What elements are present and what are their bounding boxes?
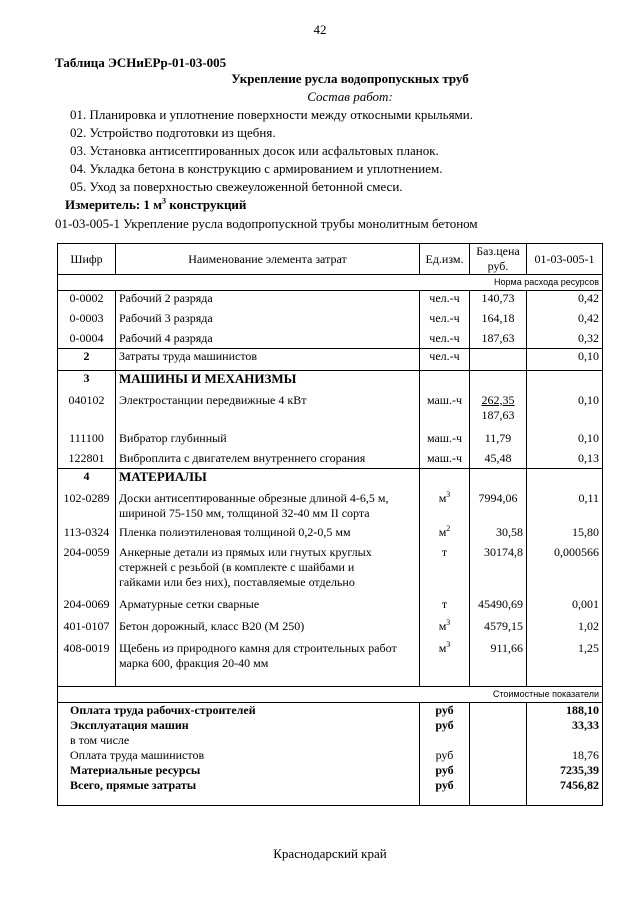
table-row [58, 331, 603, 349]
row-name: Щебень из природного камня для строительных работ марка 600, фракция 20-40 мм [116, 641, 420, 677]
section-row [58, 371, 603, 393]
cost-caption-row [58, 687, 603, 703]
summary-row [58, 778, 603, 793]
table-row [58, 491, 603, 525]
summary-unit: руб [420, 718, 470, 733]
summary-unit [420, 733, 470, 748]
row-unit: маш.-ч [420, 451, 470, 469]
row-code: 204-0059 [58, 545, 116, 597]
work-item: 03. Установка антисептированных досок или асфальтовых планок. [70, 143, 439, 158]
summary-value: 18,76 [527, 748, 603, 763]
section-code: 3 [58, 371, 116, 393]
row-price: 45490,69 [470, 597, 527, 619]
summary-unit: руб [420, 763, 470, 778]
table-row [58, 641, 603, 677]
table-row [58, 545, 603, 597]
row-unit: т [420, 597, 470, 619]
row-name: Электростанции передвижные 4 кВт [116, 393, 420, 431]
row-name: Рабочий 3 разряда [116, 311, 420, 331]
row-unit: маш.-ч [420, 393, 470, 431]
summary-value: 7456,82 [527, 778, 603, 793]
summary-value: 7235,39 [527, 763, 603, 778]
row-name: Рабочий 2 разряда [116, 291, 420, 311]
spacer-row [58, 793, 603, 805]
row-code: 0-0004 [58, 331, 116, 349]
norm-caption: Норма расхода ресурсов [58, 275, 603, 291]
header-name: Наименование элемента затрат [116, 244, 420, 275]
resource-table [57, 243, 603, 806]
cost-caption: Стоимостные показатели [58, 687, 603, 703]
header-code: Шифр [58, 244, 116, 275]
summary-row [58, 748, 603, 763]
row-code: 122801 [58, 451, 116, 469]
row-price: 11,79 [470, 431, 527, 451]
row-code: 111100 [58, 431, 116, 451]
table-row [58, 619, 603, 641]
header-norm: 01-03-005-1 [527, 244, 603, 275]
row-name: Затраты труда машинистов [116, 349, 420, 371]
summary-row [58, 763, 603, 778]
row-price: 4579,15 [470, 619, 527, 641]
row-code: 113-0324 [58, 525, 116, 545]
row-price: 45,48 [470, 451, 527, 469]
row-code: 102-0289 [58, 491, 116, 525]
summary-label: Всего, прямые затраты [58, 778, 420, 793]
row-norm: 0,10 [527, 393, 603, 431]
header-price: Баз.цена руб. [470, 244, 527, 275]
row-price: 7994,06 [470, 491, 527, 525]
row-name: Вибратор глубинный [116, 431, 420, 451]
row-name: Виброплита с двигателем внутреннего сгорания [116, 451, 420, 469]
row-norm: 0,000566 [527, 545, 603, 597]
summary-label: Эксплуатация машин [58, 718, 420, 733]
header-unit: Ед.изм. [420, 244, 470, 275]
row-unit: $м^3$ [420, 491, 470, 525]
measure-unit: Измеритель: 1 $м^3$ конструкций [65, 196, 247, 212]
row-norm: 0,11 [527, 491, 603, 525]
table-row [58, 311, 603, 331]
row-norm: 1,25 [527, 641, 603, 677]
section-row [58, 469, 603, 491]
region-footer: Краснодарский край [273, 846, 387, 861]
row-unit: чел.-ч [420, 349, 470, 371]
row-unit: чел.-ч [420, 331, 470, 349]
table-row [58, 451, 603, 469]
row-norm: 0,001 [527, 597, 603, 619]
spacer-row [58, 677, 603, 687]
row-code: 401-0107 [58, 619, 116, 641]
summary-value: 188,10 [527, 703, 603, 719]
row-norm: 0,13 [527, 451, 603, 469]
row-norm: 1,02 [527, 619, 603, 641]
table-header [58, 244, 603, 275]
row-name: Доски антисептированные обрезные длиной 4-6,5 м, шириной 75-150 мм, толщиной 32-40 мм II сорта [116, 491, 420, 525]
row-code: 0-0002 [58, 291, 116, 311]
table-row [58, 349, 603, 371]
work-item: 01. Планировка и уплотнение поверхности между откосными крыльями. [70, 107, 473, 122]
row-name: Арматурные сетки сварные [116, 597, 420, 619]
row-code: 204-0069 [58, 597, 116, 619]
row-unit: $м^3$ [420, 619, 470, 641]
summary-label: Оплата труда машинистов [58, 748, 420, 763]
table-row [58, 597, 603, 619]
norm-code-line: 01-03-005-1 Укрепление русла водопропускной трубы монолитным бетоном [55, 216, 478, 231]
summary-label: Материальные ресурсы [58, 763, 420, 778]
row-price: 30,58 [470, 525, 527, 545]
page-number: 42 [313, 22, 327, 37]
work-item: 02. Устройство подготовки из щебня. [70, 125, 276, 140]
row-price: 187,63 [470, 331, 527, 349]
table-row [58, 393, 603, 431]
row-price: 262,35 187,63 [470, 393, 527, 431]
row-name: Пленка полиэтиленовая толщиной 0,2-0,5 мм [116, 525, 420, 545]
summary-row [58, 718, 603, 733]
section-title: МАШИНЫ И МЕХАНИЗМЫ [116, 371, 420, 393]
work-item: 05. Уход за поверхностью свежеуложенной бетонной смеси. [70, 179, 403, 194]
summary-unit: руб [420, 778, 470, 793]
row-code: 040102 [58, 393, 116, 431]
row-code: 0-0003 [58, 311, 116, 331]
row-unit: чел.-ч [420, 311, 470, 331]
table-row [58, 431, 603, 451]
summary-row [58, 703, 603, 719]
row-code: 408-0019 [58, 641, 116, 677]
summary-value [527, 733, 603, 748]
summary-label: Оплата труда рабочих-строителей [58, 703, 420, 719]
summary-unit: руб [420, 748, 470, 763]
summary-row [58, 733, 603, 748]
summary-label: в том числе [58, 733, 420, 748]
row-norm: 0,32 [527, 331, 603, 349]
row-price: 911,66 [470, 641, 527, 677]
row-norm: 0,42 [527, 291, 603, 311]
summary-unit: руб [420, 703, 470, 719]
row-name: Анкерные детали из прямых или гнутых круглых стержней с резьбой (в комплекте с шайбами и гайками или без них), поставляемые отдельно [116, 545, 420, 597]
row-norm: 0,10 [527, 431, 603, 451]
summary-value: 33,33 [527, 718, 603, 733]
section-title: МАТЕРИАЛЫ [116, 469, 420, 491]
row-norm: 15,80 [527, 525, 603, 545]
row-price: 164,18 [470, 311, 527, 331]
table-row [58, 291, 603, 311]
row-unit: $м^3$ [420, 641, 470, 677]
row-norm: 0,42 [527, 311, 603, 331]
section-code: 4 [58, 469, 116, 491]
row-norm: 0,10 [527, 349, 603, 371]
table-title: Укрепление русла водопропускных труб [231, 71, 469, 86]
work-composition-heading: Состав работ: [307, 89, 393, 104]
row-name: Бетон дорожный, класс В20 (М 250) [116, 619, 420, 641]
row-price [470, 349, 527, 371]
row-code: 2 [58, 349, 116, 371]
table-id: Таблица ЭСНиЕРр-01-03-005 [55, 55, 227, 70]
work-item: 04. Укладка бетона в конструкцию с армированием и уплотнением. [70, 161, 443, 176]
row-unit: т [420, 545, 470, 597]
norm-caption-row [58, 275, 603, 291]
row-price: 30174,8 [470, 545, 527, 597]
row-name: Рабочий 4 разряда [116, 331, 420, 349]
row-price: 140,73 [470, 291, 527, 311]
row-unit: чел.-ч [420, 291, 470, 311]
table-row [58, 525, 603, 545]
row-unit: маш.-ч [420, 431, 470, 451]
row-unit: $м^2$ [420, 525, 470, 545]
